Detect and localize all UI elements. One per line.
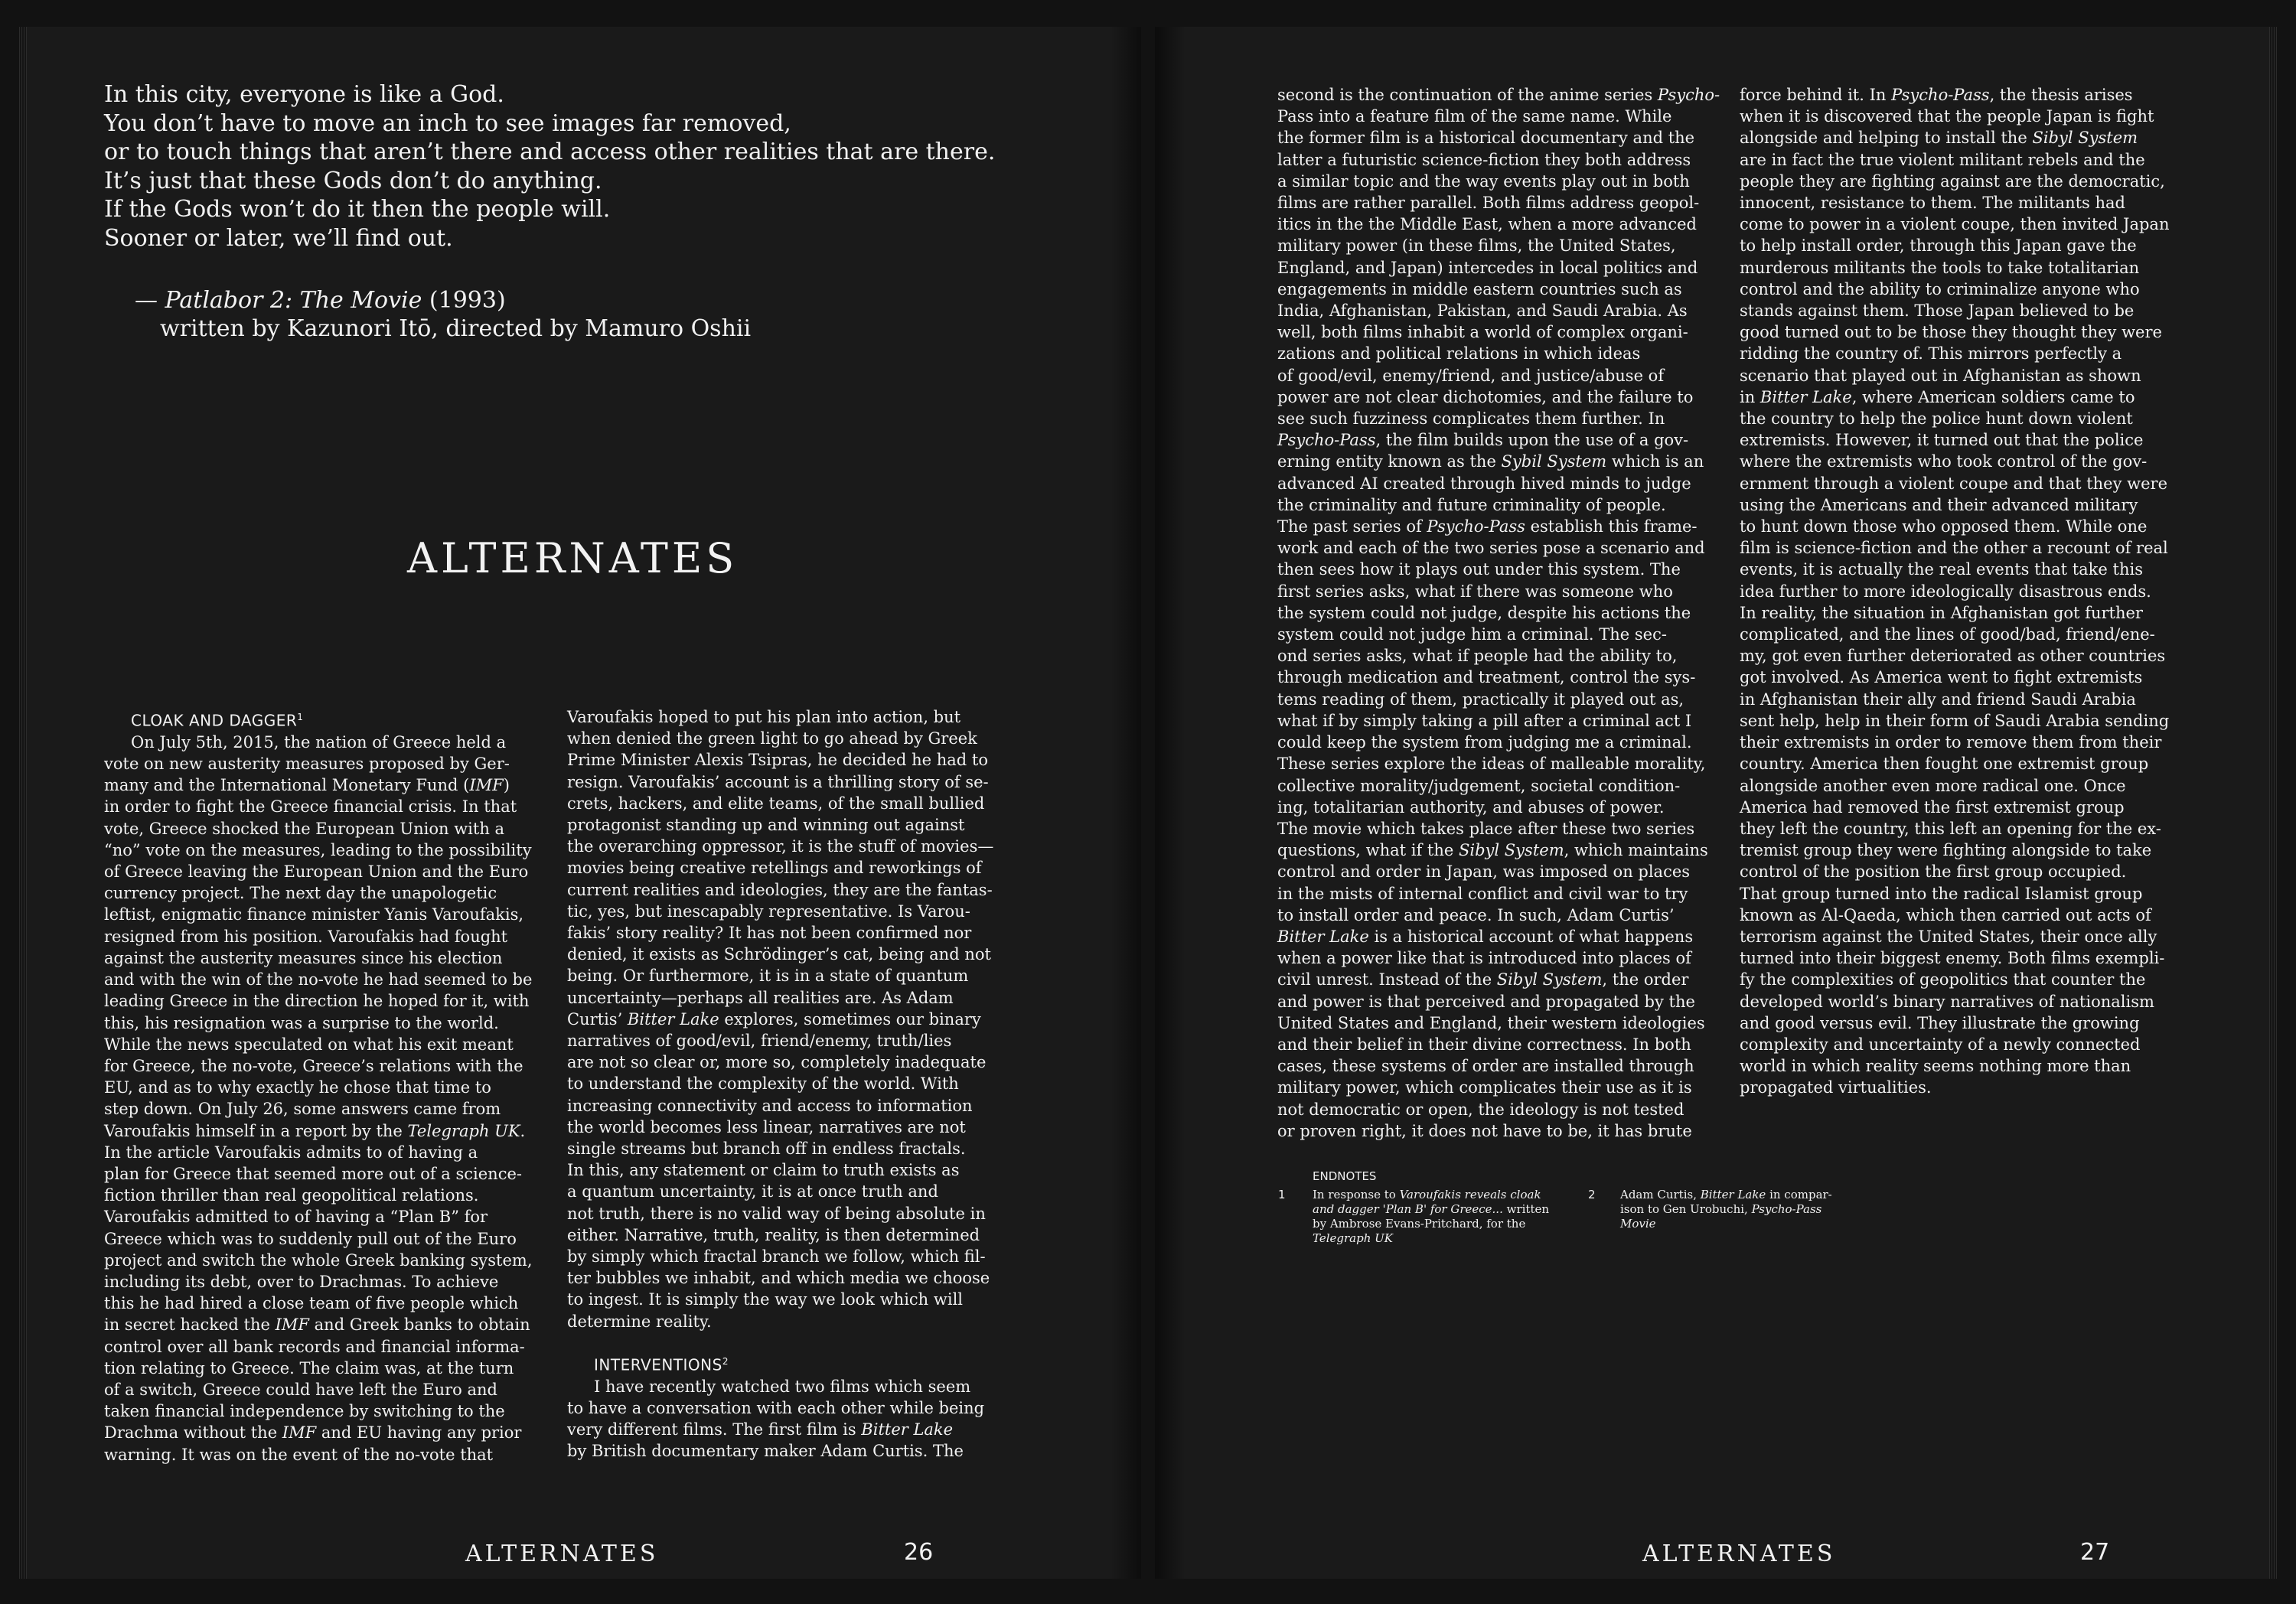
text-line: India, Afghanistan, Pakistan, and Saudi Arabia. As <box>1277 302 1688 321</box>
text-line: These series explore the ideas of malleable morality, <box>1277 755 1706 774</box>
text-line: a quantum uncertainty, it is at once truth and <box>567 1182 938 1201</box>
text-line: Varoufakis himself in a report by the Telegraph UK. <box>104 1121 526 1140</box>
text-line: In this, any statement or claim to truth exists as <box>567 1161 960 1180</box>
text-line: In reality, the situation in Afghanistan got further <box>1740 603 2143 622</box>
text-line: of good/evil, enemy/friend, and justice/abuse of <box>1277 366 1665 385</box>
text-line: film is science-fiction and the other a recount of real <box>1740 539 2168 558</box>
left-column-2 <box>567 706 993 1462</box>
page-number-left: 26 <box>904 1539 934 1566</box>
text-line: tremist group they were fighting alongside to take <box>1740 841 2152 860</box>
text-line: of a switch, Greece could have left the Euro and <box>104 1380 497 1399</box>
text-line: or proven right, it does not have to be, it has brute <box>1277 1121 1692 1140</box>
text-line: against the austerity measures since his election <box>104 948 503 967</box>
text-line: the world becomes less linear, narratives are not <box>567 1117 966 1136</box>
text-line: to have a conversation with each other while being <box>567 1398 985 1417</box>
text-line: military power, which complicates their use as it is <box>1277 1078 1692 1097</box>
text-line: plan for Greece that seemed more out of a science- <box>104 1164 522 1183</box>
text-line: ond series asks, what if people had the ability to, <box>1277 647 1678 666</box>
text-line: ing, totalitarian authority, and abuses of power. <box>1277 797 1665 817</box>
footer-title-right: ALTERNATES <box>1642 1540 1836 1567</box>
text-line: good turned out to be those they thought they were <box>1740 323 2162 342</box>
interventions-footnote-ref: 2 <box>722 1355 729 1367</box>
text-line: country. America then fought one extremist group <box>1740 755 2149 774</box>
text-line: In response to Varoufakis reveals cloak <box>1313 1188 1541 1201</box>
text-line: civil unrest. Instead of the Sibyl System, the order <box>1277 970 1689 989</box>
text-line: America had removed the first extremist group <box>1740 797 2125 817</box>
text-line: tems reading of them, practically it played out as, <box>1277 690 1684 709</box>
text-line: including its debt, over to Drachmas. To achieve <box>104 1272 499 1291</box>
text-line: developed world’s binary narratives of nationalism <box>1740 992 2154 1011</box>
text-line: control of the position the first group occupied. <box>1740 862 2127 882</box>
text-line: the country to help the police hunt down violent <box>1740 409 2133 429</box>
text-line: complexity and uncertainty of a newly connected <box>1740 1035 2141 1054</box>
text-line: vote, Greece shocked the European Union with a <box>104 819 505 838</box>
text-line: questions, what if the Sibyl System, which maintains <box>1277 841 1708 860</box>
text-line: ison to Gen Urobuchi, Psycho-Pass <box>1620 1202 1822 1216</box>
text-line: first series asks, what if there was someone who <box>1277 582 1673 601</box>
text-line: then sees how it plays out under this system. The <box>1277 560 1681 579</box>
text-line: when denied the green light to go ahead by Greek <box>567 729 977 748</box>
text-line: single streams but branch off in endless fractals. <box>567 1139 966 1159</box>
text-line: could keep the system from judging me a criminal. <box>1277 733 1692 752</box>
text-line: events, it is actually the real events that take this <box>1740 560 2143 579</box>
endnote-2-text <box>1620 1188 1832 1231</box>
epigraph-line: Sooner or later, we’ll find out. <box>104 224 453 252</box>
text-line: tion relating to Greece. The claim was, at the turn <box>104 1358 514 1377</box>
text-line: Adam Curtis, Bitter Lake in compar- <box>1620 1188 1832 1201</box>
section-title: ALTERNATES <box>407 534 739 582</box>
text-line: ernment through a violent coupe and that they were <box>1740 474 2168 493</box>
text-line: The past series of Psycho-Pass establish this frame- <box>1277 517 1698 536</box>
text-line: not democratic or open, the ideology is not tested <box>1277 1100 1684 1119</box>
text-line: Telegraph UK <box>1313 1231 1393 1245</box>
citation-credit: written by Kazunori Itō, directed by Mamuro Oshii <box>160 315 752 342</box>
epigraph-line: In this city, everyone is like a God. <box>104 81 504 108</box>
text-line: Varoufakis admitted to of having a “Plan B” for <box>104 1208 488 1227</box>
text-line: are in fact the true violent militant rebels and the <box>1740 150 2145 169</box>
text-line: system could not judge him a criminal. The sec- <box>1277 625 1667 644</box>
text-line: fy the complexities of geopolitics that counter the <box>1740 970 2146 989</box>
citation-year: (1993) <box>422 287 506 314</box>
endnote-1 <box>1313 1188 1549 1246</box>
text-line: engagements in middle eastern countries such as <box>1277 279 1682 298</box>
text-line: to install order and peace. In such, Adam Curtis’ <box>1277 905 1675 924</box>
text-line: itics in the the Middle East, when a more advanced <box>1277 215 1697 234</box>
text-line: world in which reality seems nothing more than <box>1740 1057 2131 1076</box>
footer-title-left: ALTERNATES <box>465 1540 659 1567</box>
text-line: known as Al-Qaeda, which then carried out acts of <box>1740 905 2151 924</box>
text-line: United States and England, their western ideologies <box>1277 1013 1705 1032</box>
text-line: force behind it. In Psycho-Pass, the thesis arises <box>1740 86 2133 104</box>
text-line: control and order in Japan, was imposed on places <box>1277 862 1691 882</box>
text-line: idea further to more ideologically disastrous ends. <box>1740 582 2151 601</box>
epigraph-line: You don’t have to move an inch to see images far removed, <box>104 109 791 137</box>
text-line: power are not clear dichotomies, and the failure to <box>1277 387 1694 406</box>
text-line: tic, yes, but inescapably representative. Is Varou- <box>567 901 970 921</box>
endnote-2-number: 2 <box>1588 1188 1596 1201</box>
text-line: leftist, enigmatic finance minister Yanis Varoufakis, <box>104 905 524 924</box>
text-line: in secret hacked the IMF and Greek banks to obtain <box>104 1315 530 1335</box>
text-line: stands against them. Those Japan believed to be <box>1740 302 2135 321</box>
text-line: in Bitter Lake, where American soldiers came to <box>1740 387 2135 406</box>
heading-cloak-and-dagger <box>104 706 533 732</box>
text-line: Drachma without the IMF and EU having any prior <box>104 1423 522 1443</box>
text-line: ter bubbles we inhabit, and which media we choose <box>567 1269 990 1288</box>
text-line: On July 5th, 2015, the nation of Greece held a <box>131 732 507 751</box>
text-line: sent help, help in their form of Saudi Arabia sending <box>1740 711 2170 730</box>
epigraph-line: It’s just that these Gods don’t do anything. <box>104 167 602 194</box>
right-column-2 <box>1740 84 2169 1099</box>
text-line: and good versus evil. They illustrate the growing <box>1740 1013 2140 1032</box>
interventions-body-end <box>1740 84 2169 1099</box>
text-line: the system could not judge, despite his actions the <box>1277 603 1691 622</box>
epigraph-line: or to touch things that aren’t there and access other realities that are there. <box>104 139 996 165</box>
text-line: vote on new austerity measures proposed by Ger- <box>104 755 510 774</box>
interventions-body-continued <box>1277 84 1720 1142</box>
endnote-2 <box>1620 1188 1832 1231</box>
text-line: using the Americans and their advanced military <box>1740 495 2138 514</box>
text-line: and dagger 'Plan B' for Greece... written <box>1313 1202 1550 1216</box>
text-line: alongside another even more radical one. Once <box>1740 776 2126 795</box>
text-line: not truth, there is no valid way of being absolute in <box>567 1204 986 1223</box>
text-line: In the article Varoufakis admits to of having a <box>104 1143 478 1162</box>
text-line: alongside and helping to install the Sibyl System <box>1740 129 2138 148</box>
text-line: by British documentary maker Adam Curtis. The <box>567 1442 964 1461</box>
text-line: propagated virtualities. <box>1740 1078 1932 1097</box>
heading-interventions <box>567 1351 993 1376</box>
text-line: what if by simply taking a pill after a criminal act I <box>1277 711 1692 730</box>
page-number-right: 27 <box>2080 1539 2110 1566</box>
text-line: step down. On July 26, some answers came from <box>104 1100 501 1119</box>
text-line: control over all bank records and financial informa- <box>104 1337 525 1356</box>
text-line: well, both films inhabit a world of complex organi- <box>1277 323 1688 342</box>
cloak-footnote-ref: 1 <box>297 712 304 722</box>
text-line: denied, it exists as Schrödinger’s cat, being and not <box>567 945 991 964</box>
epigraph <box>104 80 1099 253</box>
endnote-1-number: 1 <box>1278 1188 1286 1201</box>
text-line: ridding the country of. This mirrors perfectly a <box>1740 344 2122 364</box>
text-line: where the extremists who took control of the gov- <box>1740 452 2148 471</box>
endnotes-heading: ENDNOTES <box>1313 1169 1377 1183</box>
citation-dash: — <box>135 287 165 314</box>
text-line: Greece which was to suddenly pull out of the Euro <box>104 1229 517 1248</box>
text-line: EU, and as to why exactly he chose that time to <box>104 1078 491 1097</box>
text-line: taken financial independence by switching to the <box>104 1402 505 1421</box>
text-line: I have recently watched two films which seem <box>594 1377 971 1396</box>
text-line: in order to fight the Greece financial crisis. In that <box>104 797 517 817</box>
right-page <box>1155 27 2269 1579</box>
text-line: terrorism against the United States, their once ally <box>1740 927 2157 946</box>
interventions-body <box>567 1376 993 1462</box>
text-line: movies being creative retellings and reworkings of <box>567 859 982 878</box>
endnote-1-text <box>1313 1188 1549 1246</box>
epigraph-citation <box>135 286 751 343</box>
text-line: are not so clear or, more so, completely inadequate <box>567 1053 987 1072</box>
text-line: zations and political relations in which ideas <box>1277 344 1641 364</box>
text-line: of Greece leaving the European Union and the Euro <box>104 862 529 882</box>
text-line: and their belief in their divine correctness. In both <box>1277 1035 1691 1054</box>
right-column-1 <box>1277 84 1720 1142</box>
left-page <box>27 27 1141 1579</box>
text-line: got involved. As America went to fight extremists <box>1740 668 2143 687</box>
text-line: their extremists in order to remove them from their <box>1740 733 2162 752</box>
epigraph-line: If the Gods won’t do it then the people will. <box>104 196 611 223</box>
text-line: the overarching oppressor, it is the stuff of movies— <box>567 837 994 856</box>
text-line: films are rather parallel. Both films address geopol- <box>1277 194 1700 213</box>
text-line: my, got even further deteriorated as other countries <box>1740 647 2166 666</box>
text-line: in Afghanistan their ally and friend Saudi Arabia <box>1740 690 2136 709</box>
text-line: see such fuzziness complicates them further. In <box>1277 409 1665 429</box>
text-line: innocent, resistance to them. The militants had <box>1740 194 2125 213</box>
text-line: currency project. The next day the unapologetic <box>104 884 497 903</box>
text-line: advanced AI created through hived minds to judge <box>1277 474 1691 493</box>
text-line: they left the country, this left an opening for the ex- <box>1740 819 2161 838</box>
text-line: resign. Varoufakis’ account is a thrilling story of se- <box>567 772 989 791</box>
text-line: turned into their biggest enemy. Both films exempli- <box>1740 949 2165 968</box>
text-line: scenario that played out in Afghanistan as shown <box>1740 366 2141 385</box>
text-line: Psycho-Pass, the film builds upon the use of a gov- <box>1277 431 1689 450</box>
text-line: extremists. However, it turned out that the police <box>1740 431 2144 450</box>
cloak-body <box>104 732 533 1465</box>
text-line: fakis’ story reality? It has not been confirmed nor <box>567 924 972 943</box>
text-line: this he had hired a close team of five people which <box>104 1294 519 1313</box>
text-line: control and the ability to criminalize anyone who <box>1740 279 2140 298</box>
text-line: the former film is a historical documentary and the <box>1277 129 1695 148</box>
text-line: in the mists of internal conflict and civil war to try <box>1277 884 1688 903</box>
text-line: very different films. The first film is Bitter Lake <box>567 1420 954 1439</box>
text-line: Curtis’ Bitter Lake explores, sometimes our binary <box>567 1009 981 1029</box>
text-line: being. Or furthermore, it is in a state of quantum <box>567 967 969 986</box>
text-line: current realities and ideologies, they are the fantas- <box>567 880 993 899</box>
text-line: by simply which fractal branch we follow, which fil- <box>567 1247 986 1267</box>
text-line: when a power like that is introduced into places of <box>1277 949 1691 968</box>
text-line: for Greece, the no-vote, Greece’s relations with the <box>104 1056 523 1075</box>
left-column-1 <box>104 706 533 1465</box>
text-line: While the news speculated on what his exit meant <box>104 1035 514 1054</box>
cloak-body-continued <box>567 706 993 1332</box>
text-line: and with the win of the no-vote he had seemed to be <box>104 970 533 989</box>
text-line: murderous militants the tools to take totalitarian <box>1740 258 2140 277</box>
citation-film-title: Patlabor 2: The Movie <box>165 287 422 314</box>
text-line: to ingest. It is simply the way we look which will <box>567 1290 964 1309</box>
text-line: narratives of good/evil, friend/enemy, truth/lies <box>567 1032 952 1051</box>
text-line: warning. It was on the event of the no-vote that <box>104 1445 494 1464</box>
cloak-heading-text: CLOAK AND DAGGER <box>131 711 298 730</box>
text-line: this, his resignation was a surprise to the world. <box>104 1013 499 1032</box>
text-line: to help install order, through this Japan gave the <box>1740 236 2137 256</box>
text-line: project and switch the whole Greek banking system, <box>104 1250 533 1270</box>
text-line: the criminality and future criminality of people. <box>1277 495 1666 514</box>
text-line: Bitter Lake is a historical account of what happens <box>1277 927 1694 946</box>
text-line: protagonist standing up and winning out against <box>567 816 965 835</box>
text-line: come to power in a violent coupe, then invited Japan <box>1740 215 2170 234</box>
text-line: resigned from his position. Varoufakis had fought <box>104 927 508 946</box>
text-line: crets, hackers, and elite teams, of the small bullied <box>567 794 985 813</box>
text-line: collective morality/judgement, societal condition- <box>1277 776 1681 795</box>
text-line: by Ambrose Evans-Pritchard, for the <box>1313 1217 1526 1231</box>
text-line: Movie <box>1620 1217 1656 1231</box>
interventions-heading-text: INTERVENTIONS <box>594 1355 722 1374</box>
text-line: to understand the complexity of the world. With <box>567 1074 959 1094</box>
text-line: “no” vote on the measures, leading to the possibility <box>104 840 532 859</box>
text-line: The movie which takes place after these two series <box>1277 819 1695 838</box>
text-line: leading Greece in the direction he hoped for it, with <box>104 992 530 1011</box>
text-line: either. Narrative, truth, reality, is then determined <box>567 1225 980 1244</box>
text-line: second is the continuation of the anime series Psycho- <box>1277 86 1720 104</box>
text-line: uncertainty—perhaps all realities are. As Adam <box>567 988 954 1007</box>
text-line: complicated, and the lines of good/bad, friend/ene- <box>1740 625 2155 644</box>
text-line: Varoufakis hoped to put his plan into action, but <box>567 708 961 726</box>
text-line: work and each of the two series pose a scenario and <box>1277 539 1705 558</box>
text-line: erning entity known as the Sybil System which is an <box>1277 452 1704 471</box>
page-edges-right <box>2269 27 2277 1579</box>
text-line: England, and Japan) intercedes in local politics and <box>1277 258 1698 277</box>
text-line: determine reality. <box>567 1312 712 1331</box>
text-line: That group turned into the radical Islamist group <box>1740 884 2143 903</box>
text-line: a similar topic and the way events play out in both <box>1277 171 1690 191</box>
text-line: military power (in these films, the United States, <box>1277 236 1676 256</box>
text-line: many and the International Monetary Fund (IMF) <box>104 776 510 795</box>
text-line: and power is that perceived and propagated by the <box>1277 992 1695 1011</box>
text-line: through medication and treatment, control the sys- <box>1277 668 1696 687</box>
text-line: when it is discovered that the people Japan is fight <box>1740 107 2154 126</box>
text-line: latter a futuristic science-fiction they both address <box>1277 150 1691 169</box>
text-line: cases, these systems of order are installed through <box>1277 1057 1694 1076</box>
text-line: Prime Minister Alexis Tsipras, he decided he had to <box>567 751 988 770</box>
page-edges-left <box>19 27 27 1579</box>
text-line: fiction thriller than real geopolitical relations. <box>104 1186 479 1205</box>
text-line: increasing connectivity and access to information <box>567 1096 973 1115</box>
text-line: people they are fighting against are the democratic, <box>1740 171 2165 191</box>
text-line: to hunt down those who opposed them. While one <box>1740 517 2148 536</box>
text-line: Pass into a feature film of the same name. While <box>1277 107 1672 126</box>
